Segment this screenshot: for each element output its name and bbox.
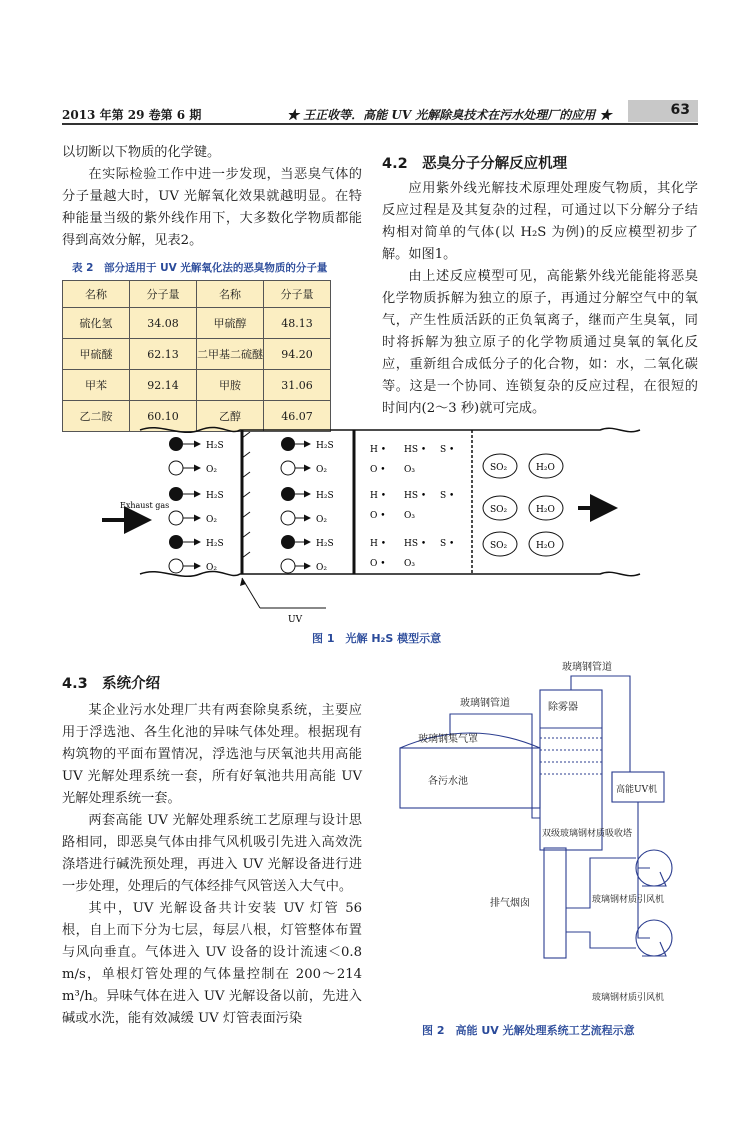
label-hood: 玻璃钢集气罩 xyxy=(418,734,478,745)
uv-label: UV xyxy=(288,615,303,625)
table-caption: 表 2 部分适用于 UV 光解氧化法的恶臭物质的分子量 xyxy=(72,262,328,274)
table-cell: 31.06 xyxy=(264,370,331,401)
h2s-label: H₂S xyxy=(206,441,224,451)
h2s-label: H₂S xyxy=(316,441,334,451)
running-header xyxy=(62,104,698,124)
paragraph: 以切断以下物质的化学键。 xyxy=(62,145,221,160)
o2-label: O₂ xyxy=(316,515,327,525)
h2s-label: H₂S xyxy=(316,539,334,549)
table-cell: 46.07 xyxy=(264,401,331,432)
page-number-box xyxy=(628,100,698,122)
chamber-3-radicals xyxy=(370,445,454,569)
left-column-text xyxy=(62,142,362,252)
figure-1-caption: 图 1 光解 H₂S 模型示意 xyxy=(312,632,442,645)
label-chimney: 排气烟囱 xyxy=(490,898,530,909)
page-number: 63 xyxy=(670,102,690,118)
label-tank: 各污水池 xyxy=(428,776,468,787)
paragraph: 由上述反应模型可见，高能紫外线光能能将恶臭化学物质拆解为独立的原子，再通过分解空气中的氧气，产生性质活跃的正负氧离子，继而产生臭氧，同时将拆解为独立原子的化学物质通过臭氧的氧化反应，重新组合成低分子的化合物，如：水，二氧化碳等。这是一个协同、连锁复杂的反应过程，在很短的时间内(2～3 秒)就可完成。 xyxy=(382,269,698,416)
o2-label: O₂ xyxy=(206,465,217,475)
absorption-tower xyxy=(540,690,602,850)
h2s-label: H₂S xyxy=(206,539,224,549)
chamber-1-molecules xyxy=(169,437,224,573)
table-cell: 二甲基二硫醚 xyxy=(197,339,264,370)
table-cell: 甲硫醇 xyxy=(197,308,264,339)
table-row xyxy=(63,339,331,370)
chimney xyxy=(544,848,566,958)
radical: HS • xyxy=(404,491,427,501)
product-h2o: H₂O xyxy=(536,463,555,473)
radical: S • xyxy=(440,539,455,549)
duct-top-wall xyxy=(140,427,640,432)
table-cell: 48.13 xyxy=(264,308,331,339)
section-4-3-text xyxy=(62,700,362,1030)
table-cell: 34.08 xyxy=(130,308,197,339)
product-so2: SO₂ xyxy=(490,505,508,515)
header-rule xyxy=(62,123,698,125)
table-cell: 甲硫醚 xyxy=(63,339,130,370)
column-header: 分子量 xyxy=(264,281,331,308)
o2-label: O₂ xyxy=(206,515,217,525)
label-mist-eliminator: 除雾器 xyxy=(548,702,578,713)
table-cell: 乙醇 xyxy=(197,401,264,432)
table-cell: 甲胺 xyxy=(197,370,264,401)
ozone: O₃ xyxy=(404,511,415,521)
table-row xyxy=(63,370,331,401)
tower-packing xyxy=(540,738,602,774)
sewage-tank xyxy=(400,748,540,808)
column-header: 名称 xyxy=(197,281,264,308)
radical: S • xyxy=(440,445,455,455)
section-heading-4-3: 4.3 系统介绍 xyxy=(62,676,161,692)
pipe-uv-fan xyxy=(638,802,650,868)
column-header: 名称 xyxy=(63,281,130,308)
o2-label: O₂ xyxy=(206,563,217,573)
table-row xyxy=(63,308,331,339)
radical: H • xyxy=(370,445,387,455)
label-pipe-top: 玻璃钢管道 xyxy=(562,662,612,673)
table-cell: 60.10 xyxy=(130,401,197,432)
product-so2: SO₂ xyxy=(490,541,508,551)
product-h2o: H₂O xyxy=(536,505,555,515)
product-h2o: H₂O xyxy=(536,541,555,551)
label-tower: 双级玻璃钢材质吸收塔 xyxy=(542,829,633,839)
ozone: O₃ xyxy=(404,465,415,475)
table-cell: 62.13 xyxy=(130,339,197,370)
section-heading-4-2: 4.2 恶臭分子分解反应机理 xyxy=(382,156,568,172)
table-cell: 92.14 xyxy=(130,370,197,401)
label-uv-unit: 高能UV机 xyxy=(616,785,658,795)
radical: O • xyxy=(370,559,386,569)
h2s-label: H₂S xyxy=(316,491,334,501)
pipe-fan-chimney2 xyxy=(566,932,636,948)
table-cell: 甲苯 xyxy=(63,370,130,401)
table-cell: 硫化氢 xyxy=(63,308,130,339)
table-cell: 94.20 xyxy=(264,339,331,370)
product-so2: SO₂ xyxy=(490,463,508,473)
right-column-text xyxy=(382,178,698,420)
o2-label: O₂ xyxy=(316,465,327,475)
paragraph: 某企业污水处理厂共有两套除臭系统，主要应用于浮选池、各生化池的异味气体处理。根据现有构筑物的平面布置情况，浮选池与厌氧池共用高能 UV 光解处理系统一套，所有好氧池共用高能 UV 光解处理系统一套。 xyxy=(62,703,362,806)
paragraph: 应用紫外线光解技术原理处理废气物质，其化学反应过程是及其复杂的过程，可通过以下分解分子结构相对简单的气体(以 H₂S 为例)的反应模型初步了解。如图1。 xyxy=(382,181,698,262)
pipe-top xyxy=(571,676,630,802)
uv-pointer-line xyxy=(242,578,326,608)
radical: H • xyxy=(370,491,387,501)
paragraph: 两套高能 UV 光解处理系统工艺原理与设计思路相同，即恶臭气体由排气风机吸引先进入高效洗涤塔进行碱洗预处理，再进入 UV 光解设备进行进一步处理，处理后的气体经排气风管送入大气中。 xyxy=(62,813,362,894)
label-fan-2: 玻璃钢材质引风机 xyxy=(592,993,665,1003)
running-title: ★ 王正收等．高能 UV 光解除臭技术在污水处理厂的应用 ★ xyxy=(287,108,612,122)
table-header-row xyxy=(63,281,331,308)
pipe-left xyxy=(450,714,540,818)
paragraph: 其中，UV 光解设备共计安装 UV 灯管 56 根，自上而下分为七层，每层八根，灯管整体布置与风向垂直。气体进入 UV 设备的设计流速＜0.8 m/s，单根灯管处理的气体量控制在 200～214 m³/h。异味气体在进入 UV 光解设备以前，先进入碱或水洗，能有效减缓 UV 灯管表面污染 xyxy=(62,901,362,1026)
table-2 xyxy=(62,280,331,432)
figure-2-caption: 图 2 高能 UV 光解处理系统工艺流程示意 xyxy=(422,1024,635,1037)
radical: H • xyxy=(370,539,387,549)
radical: HS • xyxy=(404,445,427,455)
radical: HS • xyxy=(404,539,427,549)
inlet-label: Exhaust gas xyxy=(120,501,170,510)
h2s-label: H₂S xyxy=(206,491,224,501)
chamber-2-molecules xyxy=(281,437,334,573)
label-fan-1: 玻璃钢材质引风机 xyxy=(592,895,665,905)
issue-info: 2013 年第 29 卷第 6 期 xyxy=(62,108,202,122)
radical: O • xyxy=(370,465,386,475)
paragraph: 在实际检验工作中进一步发现，当恶臭气体的分子量越大时，UV 光解氧化效果就越明显。在特种能量当级的紫外线作用下，大多数化学物质都能得到高效分解，见表2。 xyxy=(62,167,362,248)
column-header: 分子量 xyxy=(130,281,197,308)
o2-label: O₂ xyxy=(316,563,327,573)
ozone: O₃ xyxy=(404,559,415,569)
figure-1-diagram xyxy=(100,422,660,632)
label-pipe-left: 玻璃钢管道 xyxy=(460,698,510,709)
table-cell: 乙二胺 xyxy=(63,401,130,432)
radical: S • xyxy=(440,491,455,501)
radical: O • xyxy=(370,511,386,521)
figure-2-diagram xyxy=(380,658,698,1018)
chamber-4-products xyxy=(483,454,563,556)
